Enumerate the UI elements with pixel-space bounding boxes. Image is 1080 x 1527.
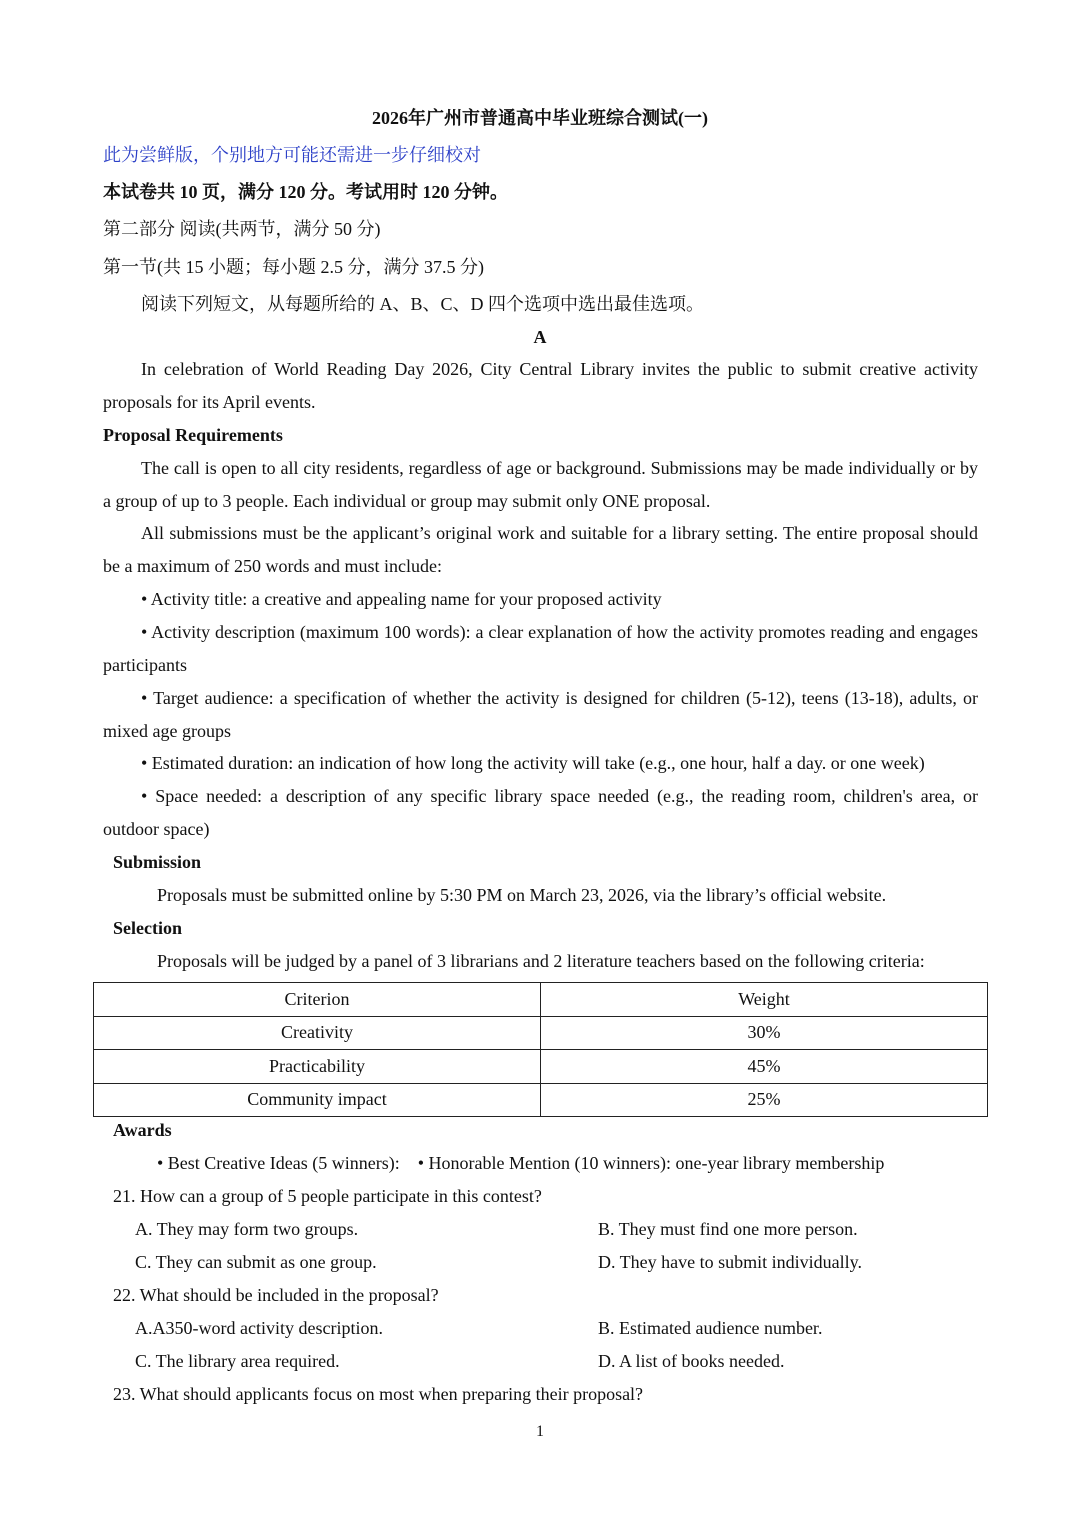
requirements-paragraph-2: All submissions must be the applicant’s original work and suitable for a library setting. The entire proposal should be a maximum of 250 words and must include:: [103, 523, 978, 576]
bullet-space-needed: • Space needed: a description of any specific library space needed (e.g., the reading room, children's area, or outdoor space): [103, 786, 978, 839]
table-header-row: [94, 983, 988, 1017]
table-cell: Creativity: [94, 1016, 541, 1050]
question-21-option-b[interactable]: B. They must find one more person.: [598, 1219, 858, 1239]
question-22-option-a[interactable]: A.A350-word activity description.: [135, 1318, 383, 1338]
passage-intro: In celebration of World Reading Day 2026, City Central Library invites the public to submit creative activity proposals for its April events.: [103, 359, 978, 412]
awards-heading: Awards: [113, 1120, 172, 1140]
criteria-table: [93, 982, 988, 1117]
part-heading: 第二部分 阅读(共两节，满分 50 分): [103, 219, 381, 239]
table-cell: 30%: [541, 1016, 988, 1050]
question-21-stem: 21. How can a group of 5 people participate in this contest?: [113, 1186, 542, 1206]
passage-letter: A: [533, 327, 547, 347]
page-number: 1: [536, 1423, 544, 1440]
question-23-stem: 23. What should applicants focus on most when preparing their proposal?: [113, 1384, 644, 1404]
instruction: 阅读下列短文，从每题所给的 A、B、C、D 四个选项中选出最佳选项。: [141, 294, 705, 314]
table-cell: 25%: [541, 1083, 988, 1117]
awards-text: • Best Creative Ideas (5 winners): • Honorable Mention (10 winners): one-year library membership: [157, 1153, 885, 1173]
question-22-option-c[interactable]: C. The library area required.: [135, 1351, 340, 1371]
page-title: 2026年广州市普通高中毕业班综合测试(一): [372, 108, 708, 128]
question-21-option-d[interactable]: D. They have to submit individually.: [598, 1252, 862, 1272]
requirements-heading: Proposal Requirements: [103, 425, 283, 445]
bullet-estimated-duration: • Estimated duration: an indication of how long the activity will take (e.g., one hour, half a day. or one week): [141, 753, 925, 773]
exam-info: 本试卷共 10 页，满分 120 分。考试用时 120 分钟。: [103, 182, 508, 202]
section-heading: 第一节(共 15 小题；每小题 2.5 分，满分 37.5 分): [103, 257, 484, 277]
submission-heading: Submission: [113, 852, 202, 872]
bullet-activity-title: • Activity title: a creative and appealing name for your proposed activity: [141, 589, 662, 609]
table-header-cell: Criterion: [94, 983, 541, 1017]
table-row: [94, 1050, 988, 1084]
requirements-paragraph-1: The call is open to all city residents, regardless of age or background. Submissions may be made individually or by a group of up to 3 people. Each individual or group may submit only ONE proposal.: [103, 458, 978, 511]
table-header-cell: Weight: [541, 983, 988, 1017]
question-21-option-a[interactable]: A. They may form two groups.: [135, 1219, 359, 1239]
question-22-option-d[interactable]: D. A list of books needed.: [598, 1351, 785, 1371]
table-cell: 45%: [541, 1050, 988, 1084]
selection-text: Proposals will be judged by a panel of 3 librarians and 2 literature teachers based on the following criteria:: [157, 951, 925, 971]
question-22-option-b[interactable]: B. Estimated audience number.: [598, 1318, 823, 1338]
bullet-target-audience: • Target audience: a specification of whether the activity is designed for children (5-12), teens (13-18), adults, or mixed age groups: [103, 688, 978, 741]
question-22-stem: 22. What should be included in the proposal?: [113, 1285, 439, 1305]
table-cell: Community impact: [94, 1083, 541, 1117]
table-row: [94, 1083, 988, 1117]
table-row: [94, 1016, 988, 1050]
question-21-option-c[interactable]: C. They can submit as one group.: [135, 1252, 377, 1272]
bullet-activity-description: • Activity description (maximum 100 words): a clear explanation of how the activity promotes reading and engages participants: [103, 622, 978, 675]
submission-text: Proposals must be submitted online by 5:30 PM on March 23, 2026, via the library’s official website.: [157, 885, 887, 905]
table-cell: Practicability: [94, 1050, 541, 1084]
draft-note: 此为尝鲜版，个别地方可能还需进一步仔细校对: [103, 145, 481, 165]
selection-heading: Selection: [113, 918, 182, 938]
